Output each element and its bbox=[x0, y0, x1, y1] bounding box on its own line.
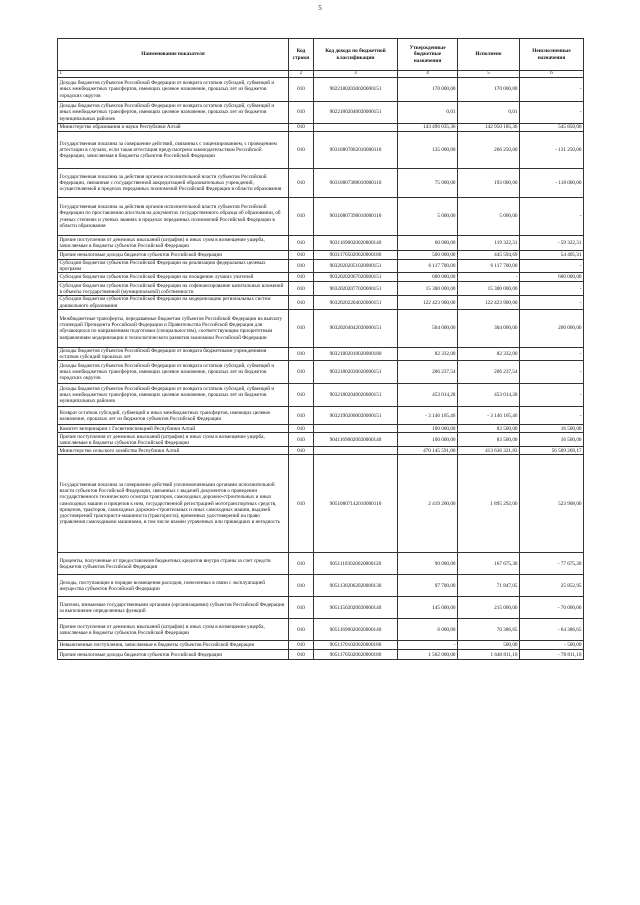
row-name-cell: Доходы, поступающие в порядке возмещения расходов, понесенных в связи с эксплуатацией имущества субъектов Российской Федерации bbox=[58, 575, 289, 597]
row-line-code-cell: 010 bbox=[289, 273, 314, 282]
row-line-code-cell: 010 bbox=[289, 575, 314, 597]
row-name-cell: Государственная пошлина за совершение действий, связанных с лицензированием, с проведением аттестации в случаях, если такая аттестация предусмотрена законодательством Российской Федерации, зачисляемая в бюджеты субъектов Российской Федерации bbox=[58, 132, 289, 169]
row-not-executed-cell: - bbox=[520, 407, 584, 425]
header-income-code: Код дохода по бюджетной классификации bbox=[314, 39, 398, 71]
header-approved: Утвержденные бюджетные назначения bbox=[398, 39, 458, 71]
row-approved-cell: 97 700,00 bbox=[398, 575, 458, 597]
row-executed-cell: 83 500,00 bbox=[458, 433, 520, 447]
table-body bbox=[58, 78, 584, 660]
row-not-executed-cell: - 78 811,16 bbox=[520, 650, 584, 660]
row-line-code-cell: 010 bbox=[289, 169, 314, 198]
row-not-executed-cell: - 131 250,00 bbox=[520, 132, 584, 169]
row-executed-cell: - bbox=[458, 273, 520, 282]
row-approved-cell: 6 117 700,00 bbox=[398, 260, 458, 273]
table-row bbox=[58, 425, 584, 433]
row-executed-cell: 453 014,28 bbox=[458, 384, 520, 407]
column-number: 3 bbox=[314, 71, 398, 78]
table-row bbox=[58, 384, 584, 407]
table-row bbox=[58, 260, 584, 273]
row-name-cell: Доходы бюджетов субъектов Российской Федерации от возврата остатков субсидий, субвенций и иных межбюджетных трансфертов, имеющих целевое назначение, прошлых лет из бюджетов муниципальных районов bbox=[58, 384, 289, 407]
row-approved-cell: - bbox=[398, 641, 458, 650]
row-approved-cell: 82 332,00 bbox=[398, 347, 458, 360]
row-name-cell: Субсидии бюджетам субъектов Российской Федерации на поощрение лучших учителей bbox=[58, 273, 289, 282]
row-line-code-cell: 010 bbox=[289, 407, 314, 425]
row-income-code-cell: 90311705020020000180 bbox=[314, 251, 398, 260]
row-line-code-cell: 010 bbox=[289, 361, 314, 384]
page-number: 5 bbox=[318, 4, 322, 12]
row-executed-cell: 266 250,00 bbox=[458, 132, 520, 169]
row-income-code-cell: 90511103020020000120 bbox=[314, 553, 398, 575]
row-income-code-cell: 90321802010020000180 bbox=[314, 347, 398, 360]
row-income-code-cell: 90510807142010000110 bbox=[314, 455, 398, 553]
column-number: 1 bbox=[58, 71, 289, 78]
row-approved-cell: 2 419 200,00 bbox=[398, 455, 458, 553]
row-executed-cell: - 3 146 165,46 bbox=[458, 407, 520, 425]
column-number-row bbox=[58, 71, 584, 78]
row-income-code-cell bbox=[314, 124, 398, 132]
row-line-code-cell: 010 bbox=[289, 553, 314, 575]
row-name-cell: Проценты, полученные от предоставления бюджетных кредитов внутри страны за счет средств бюджетов субъектов Российской Федерации bbox=[58, 553, 289, 575]
row-approved-cell: 0,01 bbox=[398, 102, 458, 124]
row-approved-cell: 470 145 591,00 bbox=[398, 447, 458, 455]
row-name-cell: Субсидии бюджетам субъектов Российской Федерации на софинансирование капитальных вложений в объекты государственной (муниципальной) собственности bbox=[58, 282, 289, 296]
row-line-code-cell: 010 bbox=[289, 619, 314, 641]
row-approved-cell: 122 423 900,00 bbox=[398, 296, 458, 309]
row-not-executed-cell: - bbox=[520, 260, 584, 273]
row-approved-cell: 143 496 035,36 bbox=[398, 124, 458, 132]
row-approved-cell: 453 014,28 bbox=[398, 384, 458, 407]
row-name-cell: Прочие поступления от денежных взысканий (штрафов) и иных сумм в возмещение ущерба, зачисляемые в бюджеты субъектов Российской Федерации bbox=[58, 236, 289, 251]
table-row bbox=[58, 296, 584, 309]
table-row bbox=[58, 650, 584, 660]
row-line-code-cell: 010 bbox=[289, 455, 314, 553]
row-executed-cell: 15 300 000,00 bbox=[458, 282, 520, 296]
table-row bbox=[58, 169, 584, 198]
column-number: 4 bbox=[398, 71, 458, 78]
row-income-code-cell: 90511690020020000140 bbox=[314, 619, 398, 641]
row-approved-cell: 90 000,00 bbox=[398, 553, 458, 575]
row-line-code-cell: 010 bbox=[289, 132, 314, 169]
row-executed-cell: 1 895 292,00 bbox=[458, 455, 520, 553]
header-not-executed: Неисполненные назначения bbox=[520, 39, 584, 71]
row-income-code-cell: 90511701020020000180 bbox=[314, 641, 398, 650]
table-row bbox=[58, 619, 584, 641]
row-not-executed-cell: 54 405,31 bbox=[520, 251, 584, 260]
row-income-code-cell: 90310807380010000110 bbox=[314, 169, 398, 198]
header-executed: Исполнено bbox=[458, 39, 520, 71]
row-line-code-cell: 010 bbox=[289, 282, 314, 296]
row-executed-cell: 193 000,00 bbox=[458, 169, 520, 198]
row-name-cell: Министерство образования и науки Республики Алтай bbox=[58, 124, 289, 132]
row-line-code-cell: 010 bbox=[289, 347, 314, 360]
row-income-code-cell: 90321902000020000151 bbox=[314, 407, 398, 425]
row-executed-cell: 142 950 185,36 bbox=[458, 124, 520, 132]
table-row bbox=[58, 198, 584, 236]
row-not-executed-cell: - bbox=[520, 198, 584, 236]
row-income-code-cell: 90511502020020000140 bbox=[314, 597, 398, 619]
row-executed-cell: 1 640 811,16 bbox=[458, 650, 520, 660]
table-row bbox=[58, 78, 584, 102]
row-line-code-cell: 010 bbox=[289, 102, 314, 124]
row-approved-cell: 170 000,00 bbox=[398, 78, 458, 102]
row-name-cell: Комитет ветеринарии с Госветинспекцией Республики Алтай bbox=[58, 425, 289, 433]
row-name-cell: Платежи, взимаемые государственными органами (организациями) субъектов Российской Федерации за выполнение определенных функций bbox=[58, 597, 289, 619]
row-income-code-cell: 90411690020020000140 bbox=[314, 433, 398, 447]
column-number: 6 bbox=[520, 71, 584, 78]
row-not-executed-cell: - bbox=[520, 102, 584, 124]
row-approved-cell: 500 000,00 bbox=[398, 251, 458, 260]
row-not-executed-cell: - 118 000,00 bbox=[520, 169, 584, 198]
row-executed-cell: 500,00 bbox=[458, 641, 520, 650]
table-row bbox=[58, 407, 584, 425]
table-row bbox=[58, 641, 584, 650]
row-approved-cell: 5 000,00 bbox=[398, 198, 458, 236]
row-not-executed-cell: - 500,00 bbox=[520, 641, 584, 650]
header-line-code: Код строки bbox=[289, 39, 314, 71]
row-line-code-cell: 010 bbox=[289, 597, 314, 619]
row-name-cell: Государственная пошлина за совершение действий уполномоченными органами исполнительной власти субъектов Российской Федерации, связанных с выдачей документов о проведении государственного технического осмотра тракторов, самоходных дорожно-строительных и иных самоходных машин и прицепов к ним, государственной регистрацией мототранспортных средств, прицепов, тракторов, самоходных дорожно-строительных и иных самоходных машин, выдачей удостоверений тракториста-машиниста (тракториста), временных удостоверений на право управления самоходными машинами, в том числе взамен утраченных или пришедших в негодность bbox=[58, 455, 289, 553]
row-approved-cell: 1 562 000,00 bbox=[398, 650, 458, 660]
row-line-code-cell: 010 bbox=[289, 260, 314, 273]
row-name-cell: Доходы бюджетов субъектов Российской Федерации от возврата бюджетными учреждениями остатков субсидий прошлых лет bbox=[58, 347, 289, 360]
row-executed-cell: 304 000,00 bbox=[458, 309, 520, 347]
row-not-executed-cell: - bbox=[520, 296, 584, 309]
table-row bbox=[58, 361, 584, 384]
row-name-cell: Прочие поступления от денежных взысканий (штрафов) и иных сумм в возмещение ущерба, зачисляемые в бюджеты субъектов Российской Федерации bbox=[58, 619, 289, 641]
row-income-code-cell: 90320204042020000151 bbox=[314, 309, 398, 347]
row-line-code-cell: 010 bbox=[289, 650, 314, 660]
row-executed-cell: 70 386,65 bbox=[458, 619, 520, 641]
row-executed-cell: 445 594,69 bbox=[458, 251, 520, 260]
table-row bbox=[58, 124, 584, 132]
row-line-code-cell: 010 bbox=[289, 641, 314, 650]
row-approved-cell: 135 000,00 bbox=[398, 132, 458, 169]
table-row bbox=[58, 597, 584, 619]
row-line-code-cell: 010 bbox=[289, 198, 314, 236]
table-row bbox=[58, 132, 584, 169]
row-not-executed-cell: 25 852,95 bbox=[520, 575, 584, 597]
row-name-cell: Министерство сельского хозяйства Республики Алтай bbox=[58, 447, 289, 455]
row-approved-cell: 600 000,00 bbox=[398, 273, 458, 282]
table-row bbox=[58, 251, 584, 260]
table-row bbox=[58, 236, 584, 251]
row-income-code-cell: 90511302062020000130 bbox=[314, 575, 398, 597]
row-approved-cell: 145 000,00 bbox=[398, 597, 458, 619]
table-row bbox=[58, 455, 584, 553]
row-executed-cell: 83 500,00 bbox=[458, 425, 520, 433]
row-executed-cell: 0,01 bbox=[458, 102, 520, 124]
row-line-code-cell: 010 bbox=[289, 296, 314, 309]
row-name-cell: Прочие поступления от денежных взысканий (штрафов) и иных сумм в возмещение ущерба, зачисляемые в бюджеты субъектов Российской Федерации bbox=[58, 433, 289, 447]
row-name-cell: Субсидии бюджетам субъектов Российской Федерации на реализацию федеральных целевых программ bbox=[58, 260, 289, 273]
row-not-executed-cell: - bbox=[520, 282, 584, 296]
row-not-executed-cell: 600 000,00 bbox=[520, 273, 584, 282]
row-approved-cell: 100 000,00 bbox=[398, 433, 458, 447]
table-row bbox=[58, 273, 584, 282]
row-approved-cell: 6 000,00 bbox=[398, 619, 458, 641]
row-name-cell: Государственная пошлина за действия органов исполнительной власти субъектов Российской Федерации по проставлению апостиля на документах государственного образца об образовании, об ученых степенях и ученых званиях в пределах переданных полномочий Российской Федерации в области образования bbox=[58, 198, 289, 236]
row-executed-cell: 5 000,00 bbox=[458, 198, 520, 236]
row-not-executed-cell: - bbox=[520, 78, 584, 102]
row-name-cell: Возврат остатков субсидий, субвенций и иных межбюджетных трансфертов, имеющих целевое назначение, прошлых лет из бюджетов субъектов Российской Федерации bbox=[58, 407, 289, 425]
row-income-code-cell: 90321802040020000151 bbox=[314, 384, 398, 407]
row-name-cell: Доходы бюджетов субъектов Российской Федерации от возврата остатков субсидий, субвенций и иных межбюджетных трансфертов, имеющих целевое назначение, прошлых лет из бюджетов городских округов bbox=[58, 361, 289, 384]
row-line-code-cell: 010 bbox=[289, 236, 314, 251]
row-income-code-cell: 90321802030020000151 bbox=[314, 361, 398, 384]
row-not-executed-cell: - bbox=[520, 384, 584, 407]
row-executed-cell: 206 237,54 bbox=[458, 361, 520, 384]
row-approved-cell: - 3 146 165,46 bbox=[398, 407, 458, 425]
row-name-cell: Доходы бюджетов субъектов Российской Федерации от возврата остатков субсидий, субвенций и иных межбюджетных трансфертов, имеющих целевое назначение, прошлых лет из бюджетов городских округов bbox=[58, 78, 289, 102]
row-not-executed-cell: - 70 000,00 bbox=[520, 597, 584, 619]
row-not-executed-cell: 16 500,00 bbox=[520, 433, 584, 447]
row-income-code-cell: 90310807390010000110 bbox=[314, 198, 398, 236]
row-executed-cell: 119 322,31 bbox=[458, 236, 520, 251]
row-line-code-cell: 010 bbox=[289, 447, 314, 455]
row-executed-cell: 215 000,00 bbox=[458, 597, 520, 619]
row-income-code-cell: 90320202051020000151 bbox=[314, 260, 398, 273]
row-line-code-cell: 010 bbox=[289, 251, 314, 260]
row-income-code-cell: 90320202204020000151 bbox=[314, 296, 398, 309]
row-not-executed-cell: 16 500,00 bbox=[520, 425, 584, 433]
row-name-cell: Доходы бюджетов субъектов Российской Федерации от возврата остатков субсидий, субвенций и иных межбюджетных трансфертов, имеющих целевое назначение, прошлых лет из бюджетов муниципальных районов bbox=[58, 102, 289, 124]
column-number: 2 bbox=[289, 71, 314, 78]
table-row bbox=[58, 575, 584, 597]
row-name-cell: Прочие неналоговые доходы бюджетов субъектов Российской Федерации bbox=[58, 251, 289, 260]
row-line-code-cell: 010 bbox=[289, 78, 314, 102]
row-executed-cell: 71 847,05 bbox=[458, 575, 520, 597]
row-line-code-cell: 010 bbox=[289, 425, 314, 433]
row-name-cell: Прочие неналоговые доходы бюджетов субъектов Российской Федерации bbox=[58, 650, 289, 660]
table-row bbox=[58, 309, 584, 347]
row-income-code-cell: 90320202067020000151 bbox=[314, 273, 398, 282]
table-row bbox=[58, 347, 584, 360]
row-not-executed-cell: - 59 322,31 bbox=[520, 236, 584, 251]
row-line-code-cell: 010 bbox=[289, 433, 314, 447]
row-executed-cell: 122 423 900,00 bbox=[458, 296, 520, 309]
budget-execution-table bbox=[57, 38, 584, 660]
table-row bbox=[58, 447, 584, 455]
row-name-cell: Невыясненные поступления, зачисляемые в бюджеты субъектов Российской Федерации bbox=[58, 641, 289, 650]
row-income-code-cell: 90310807082010000110 bbox=[314, 132, 398, 169]
row-line-code-cell: 010 bbox=[289, 384, 314, 407]
row-not-executed-cell: - bbox=[520, 361, 584, 384]
header-name: Наименование показателя bbox=[58, 39, 289, 71]
row-executed-cell: 6 117 700,00 bbox=[458, 260, 520, 273]
row-name-cell: Государственная пошлина за действия органов исполнительной власти субъектов Российской Федерации, связанные с государственной аккредитацией образовательных учреждений, осуществляемой в пределах переданных полномочий Российской Федерации в области образования bbox=[58, 169, 289, 198]
row-line-code-cell: 010 bbox=[289, 124, 314, 132]
table-row bbox=[58, 102, 584, 124]
row-not-executed-cell: - 77 675,30 bbox=[520, 553, 584, 575]
row-approved-cell: 60 000,00 bbox=[398, 236, 458, 251]
row-executed-cell: 413 636 321,83 bbox=[458, 447, 520, 455]
row-approved-cell: 15 300 000,00 bbox=[398, 282, 458, 296]
row-not-executed-cell: 545 850,00 bbox=[520, 124, 584, 132]
row-approved-cell: 75 000,00 bbox=[398, 169, 458, 198]
table-header-row bbox=[58, 39, 584, 71]
row-income-code-cell bbox=[314, 425, 398, 433]
row-income-code-cell: 90511705020020000180 bbox=[314, 650, 398, 660]
table-row bbox=[58, 282, 584, 296]
row-not-executed-cell: 523 908,00 bbox=[520, 455, 584, 553]
row-executed-cell: 82 332,00 bbox=[458, 347, 520, 360]
row-approved-cell: 206 237,54 bbox=[398, 361, 458, 384]
table-row bbox=[58, 433, 584, 447]
row-name-cell: Межбюджетные трансферты, передаваемые бюджетам субъектов Российской Федерации на выплату стипендий Президента Российской Федерации и Правительства Российской Федерации для обучающихся по направлениям подготовки (специальностям), соответствующим приоритетным направлениям модернизации и технологического развития экономики Российской Федерации bbox=[58, 309, 289, 347]
row-line-code-cell: 010 bbox=[289, 309, 314, 347]
row-executed-cell: 170 000,00 bbox=[458, 78, 520, 102]
row-income-code-cell bbox=[314, 447, 398, 455]
row-approved-cell: 100 000,00 bbox=[398, 425, 458, 433]
row-not-executed-cell: 200 000,00 bbox=[520, 309, 584, 347]
row-not-executed-cell: 56 509 269,17 bbox=[520, 447, 584, 455]
row-income-code-cell: 90221802040020000151 bbox=[314, 102, 398, 124]
row-not-executed-cell: - bbox=[520, 347, 584, 360]
row-executed-cell: 167 675,30 bbox=[458, 553, 520, 575]
row-not-executed-cell: - 64 386,65 bbox=[520, 619, 584, 641]
row-name-cell: Субсидии бюджетам субъектов Российской Федерации на модернизацию региональных систем дошкольного образования bbox=[58, 296, 289, 309]
column-number: 5 bbox=[458, 71, 520, 78]
row-income-code-cell: 90320202077020000151 bbox=[314, 282, 398, 296]
row-income-code-cell: 90221802030020000151 bbox=[314, 78, 398, 102]
row-approved-cell: 504 000,00 bbox=[398, 309, 458, 347]
row-income-code-cell: 90311690020020000140 bbox=[314, 236, 398, 251]
table-row bbox=[58, 553, 584, 575]
